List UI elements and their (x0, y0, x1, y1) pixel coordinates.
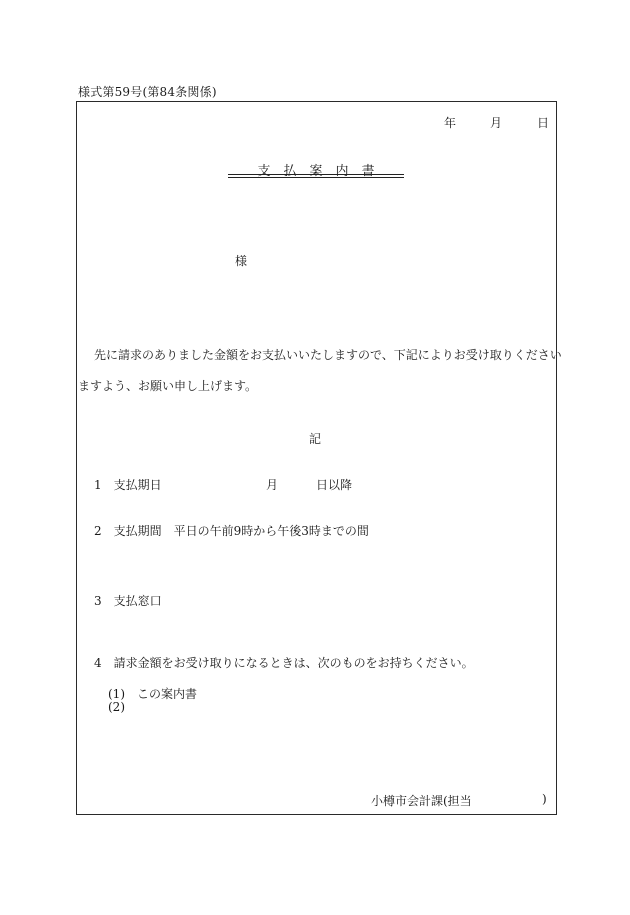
date-year-label: 年 (444, 116, 457, 130)
department-close-paren: ) (542, 792, 547, 806)
title-underline-bottom (228, 177, 404, 178)
item-bring-items (94, 654, 474, 671)
item-number: 1 (94, 478, 102, 492)
body-text-line1: 先に請求のありました金額をお支払いいたしますので、下記によりお受け取りください (94, 348, 562, 362)
item-payment-date-month: 月 (266, 478, 279, 492)
document-frame (76, 101, 557, 815)
item-label: 支払期日 (113, 478, 162, 492)
document-title: 支 払 案 内 書 (257, 164, 375, 179)
sub-item-number: (2) (108, 700, 125, 714)
item-payment-date-after: 日以降 (316, 478, 353, 492)
item-number: 3 (94, 594, 102, 608)
item-payment-window (94, 592, 162, 609)
item-value: 平日の午前9時から午後3時までの間 (173, 524, 369, 538)
item-label: 請求金額をお受け取りになるときは、次のものをお持ちください。 (113, 656, 474, 670)
sub-item-text: この案内書 (137, 687, 198, 701)
title-underline-top (228, 174, 404, 175)
item-label: 支払期間 (113, 524, 162, 538)
date-month-label: 月 (490, 116, 503, 130)
item-number: 4 (94, 656, 102, 670)
item-label: 支払窓口 (113, 594, 162, 608)
sub-item-number: (1) (108, 687, 125, 701)
sub-item (108, 700, 137, 714)
date-day-label: 日 (537, 116, 550, 130)
body-text-line2: ますよう、お願い申し上げます。 (78, 379, 258, 393)
form-number: 様式第59号(第84条関係) (78, 85, 217, 99)
ki-heading: 記 (309, 432, 322, 446)
item-payment-period (94, 522, 369, 539)
addressee-suffix: 様 (235, 254, 248, 268)
item-payment-date (94, 476, 162, 493)
department-label: 小樽市会計課(担当 (371, 794, 472, 808)
item-number: 2 (94, 524, 102, 538)
